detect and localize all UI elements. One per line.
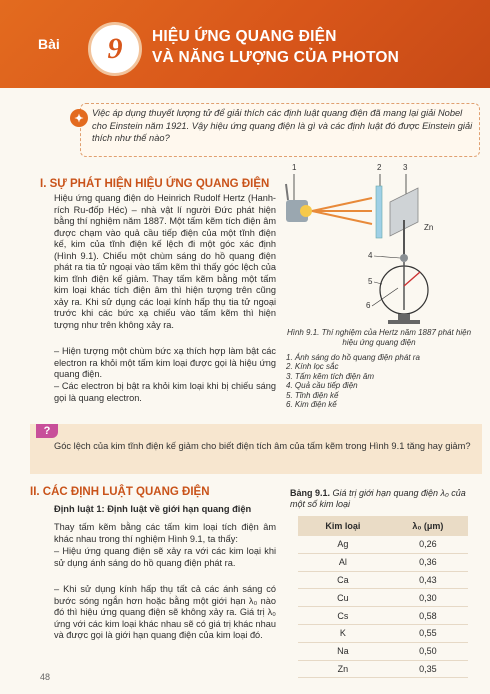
lesson-word: Bài [38,36,60,52]
table-cell: K [298,624,388,642]
table-row [298,642,468,660]
section1-paragraph: Hiệu ứng quang điện do Heinrich Rudolf Hertz (Hanh-rích Ru-đốp Héc) – nhà vật lí người Đức phát hiện bằng thí nghiệm năm 1887. Một tấm kẽm tích điện âm được chạm vào quả cầu tiếp điện của một tĩnh điện kế, kim của tĩnh điện kế lệch đi một góc xác định (Hình 9.1). Chiếu một chùm sáng do hồ quang điện phát ra tia tử ngoại vào tấm kẽm thì thấy góc lệch của kim tĩnh điện kế giảm. Thay tấm kẽm bằng một tấm kim loại khác tích điện âm thì hiện tượng trên cũng xảy ra. Khi sử dụng các loại kính hấp thụ tia tử ngoại trước khi các bức xạ chiếu vào tấm kẽm thì hiện tượng như trên không xảy ra. [54,193,276,330]
table-row [298,624,468,642]
lesson-title [152,26,399,68]
legend-item: 5. Tĩnh điện kế [286,390,339,400]
table-cell: 0,30 [388,589,468,607]
table-header-metal: Kim loại [298,516,388,536]
light-rays [312,198,372,224]
table-cell: Na [298,642,388,660]
figure-label-zn: Zn [424,223,434,232]
filter-glass [376,186,382,238]
arc-lamp-icon [286,184,312,222]
table-cell: 0,26 [388,536,468,553]
limit-table [298,516,468,678]
table-cell: 0,58 [388,607,468,625]
figure-legend [286,353,476,409]
table-header-wavelength: λ₀ (μm) [388,516,468,536]
table-cell: 0,43 [388,571,468,589]
contact-sphere [400,254,408,262]
lesson-number-badge [88,22,142,76]
lesson-number: 9 [107,32,123,65]
table-cell: Ag [298,536,388,553]
table-caption-label: Bảng 9.1. [290,488,331,498]
page-number: 48 [40,672,51,682]
question-bulb-icon: ✦ [70,109,88,127]
table-caption [290,488,480,510]
question-text: Góc lệch của kim tĩnh điện kế giảm cho biết điện tích âm của tấm kẽm trong Hình 9.1 tăng hay giảm? [54,441,471,451]
question-mark-icon: ? [36,424,58,438]
section1-bullet1: – Hiện tượng một chùm bức xạ thích hợp làm bật các electron ra khỏi một tấm kim loại được gọi là hiệu ứng quang điện. [54,346,276,379]
legend-item: 1. Ánh sáng do hồ quang điện phát ra [286,353,420,362]
table-cell: 0,50 [388,642,468,660]
figure-label-6: 6 [366,301,371,310]
section1-heading: I. SỰ PHÁT HIỆN HIỆU ỨNG QUANG ĐIỆN [40,178,270,190]
figure-label-2: 2 [377,163,382,172]
table-cell: Zn [298,660,388,678]
legend-item: 3. Tấm kẽm tích điện âm [286,371,375,381]
legend-item: 6. Kim điện kế [286,400,337,410]
section2-bullet1: – Hiệu ứng quang điện sẽ xảy ra với các kim loại khi sử dụng ánh sáng do hồ quang điện phát ra. [54,546,276,568]
section2-heading: II. CÁC ĐỊNH LUẬT QUANG ĐIỆN [30,486,210,498]
figure-label-1: 1 [292,163,297,172]
law1-title: Định luật 1: Định luật về giới hạn quang điện [54,504,252,514]
table-row [298,536,468,553]
lesson-title-line2: VÀ NĂNG LƯỢNG CỦA PHOTON [152,49,400,66]
section2-paragraph: Thay tấm kẽm bằng các tấm kim loại tích điện âm khác nhau trong thí nghiệm Hình 9.1, ta thấy: [54,522,276,544]
table-cell: Ca [298,571,388,589]
section1-bullet2: – Các electron bị bật ra khỏi kim loại khi bị chiếu sáng gọi là quang electron. [54,381,276,403]
table-row [298,553,468,571]
figure-label-3: 3 [403,163,408,172]
table-cell: 0,35 [388,660,468,678]
table-row [298,660,468,678]
legend-item: 4. Quả cầu tiếp điện [286,381,358,391]
figure-caption: Hình 9.1. Thí nghiệm của Hertz năm 1887 phát hiện hiệu ứng quang điện [286,328,472,347]
table-cell: Cu [298,589,388,607]
table-cell: 0,55 [388,624,468,642]
figure-label-5: 5 [368,277,373,286]
intro-text: Việc áp dụng thuyết lượng tử để giải thích các định luật quang điện đã mang lại giải Nobel cho Einstein năm 1921. Vậy hiệu ứng quang điện là gì và các định luật đó được Einstein giải thích như thế nào? [92,108,473,144]
figure-label-4: 4 [368,251,373,260]
table-row [298,571,468,589]
table-header-row [298,516,468,536]
section2-bullet2: – Khi sử dụng kính hấp thụ tất cả các ánh sáng có bước sóng ngắn hơn hoặc bằng một giới hạn λ₀ nào đó thì hiệu ứng quang điện sẽ không xảy ra. Giá trị λ₀ ứng với các kim loại khác nhau sẽ có giá trị khác nhau và được gọi là giới hạn quang điện của kim loại đó. [54,584,276,640]
table-row [298,589,468,607]
table-caption-text: Giá trị giới hạn quang điện λ₀ của một số kim loại [290,488,466,509]
table-row [298,607,468,625]
electroscope-needle [404,272,420,286]
table-cell: Al [298,553,388,571]
table-cell: Cs [298,607,388,625]
lesson-title-line1: HIỆU ỨNG QUANG ĐIỆN [152,28,337,45]
legend-item: 2. Kính lọc sắc [286,362,339,372]
hertz-experiment-figure [280,160,480,328]
table-cell: 0,36 [388,553,468,571]
